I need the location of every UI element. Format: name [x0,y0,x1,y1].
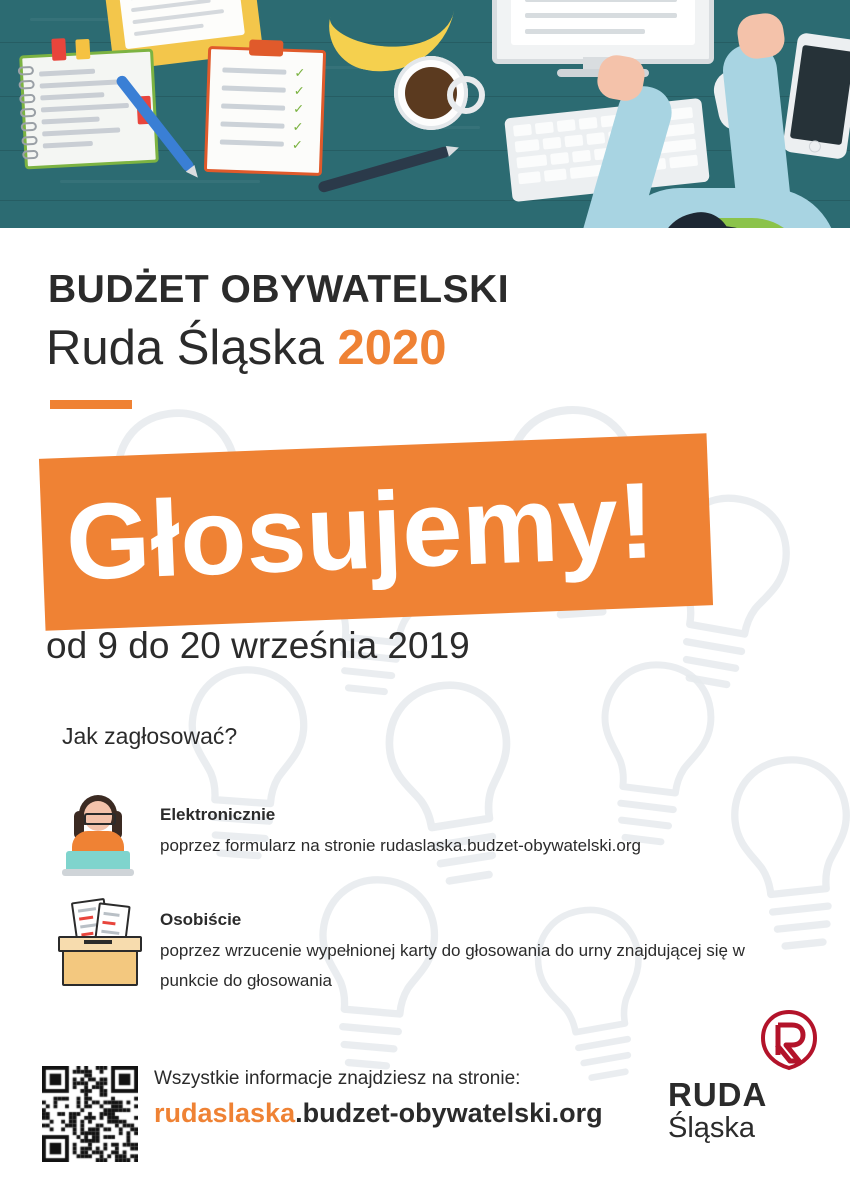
title-divider [50,400,132,409]
footer-url-rest: .budzet-obywatelski.org [295,1098,603,1128]
method-title: Osobiście [160,910,242,929]
woman-at-laptop-icon [56,795,134,879]
footer-info-text: Wszystkie informacje znajdziesz na stronie: [154,1068,521,1089]
monitor-icon [492,0,714,64]
coffee-cup-icon [394,56,468,130]
banner-headline: Głosujemy! [63,459,657,603]
footer-url[interactable] [154,1098,603,1129]
voting-dates: od 9 do 20 września 2019 [46,625,470,666]
person-illustration [560,60,850,228]
city-name: Ruda Śląska [46,321,324,375]
ballot-box-icon [56,900,134,984]
page-subtitle [46,320,446,376]
logo-text-ruda: RUDA [668,1076,768,1113]
black-pen-icon [317,145,451,193]
lightbulb-icon [511,889,678,1107]
ruda-slaska-crest-icon [758,1009,820,1071]
method-title: Elektronicznie [160,805,276,824]
clipboard-checklist-icon: ✓ ✓ ✓ ✓ ✓ [204,46,326,176]
desk-illustration [0,0,850,228]
footer-url-highlight: rudaslaska [154,1098,296,1128]
logo-text-slaska: Śląska [668,1112,756,1144]
qr-code-icon[interactable] [42,1066,138,1162]
howto-heading: Jak zagłosować? [62,723,238,749]
method-description: poprzez formularz na stronie rudaslaska.budzet-obywatelski.org [160,836,641,855]
method-description: poprzez wrzucenie wypełnionej karty do głosowania do urny znajdującej się w punkcie do głosowania [160,941,745,990]
page-title: BUDŻET OBYWATELSKI [48,268,510,311]
edition-year: 2020 [337,321,447,375]
